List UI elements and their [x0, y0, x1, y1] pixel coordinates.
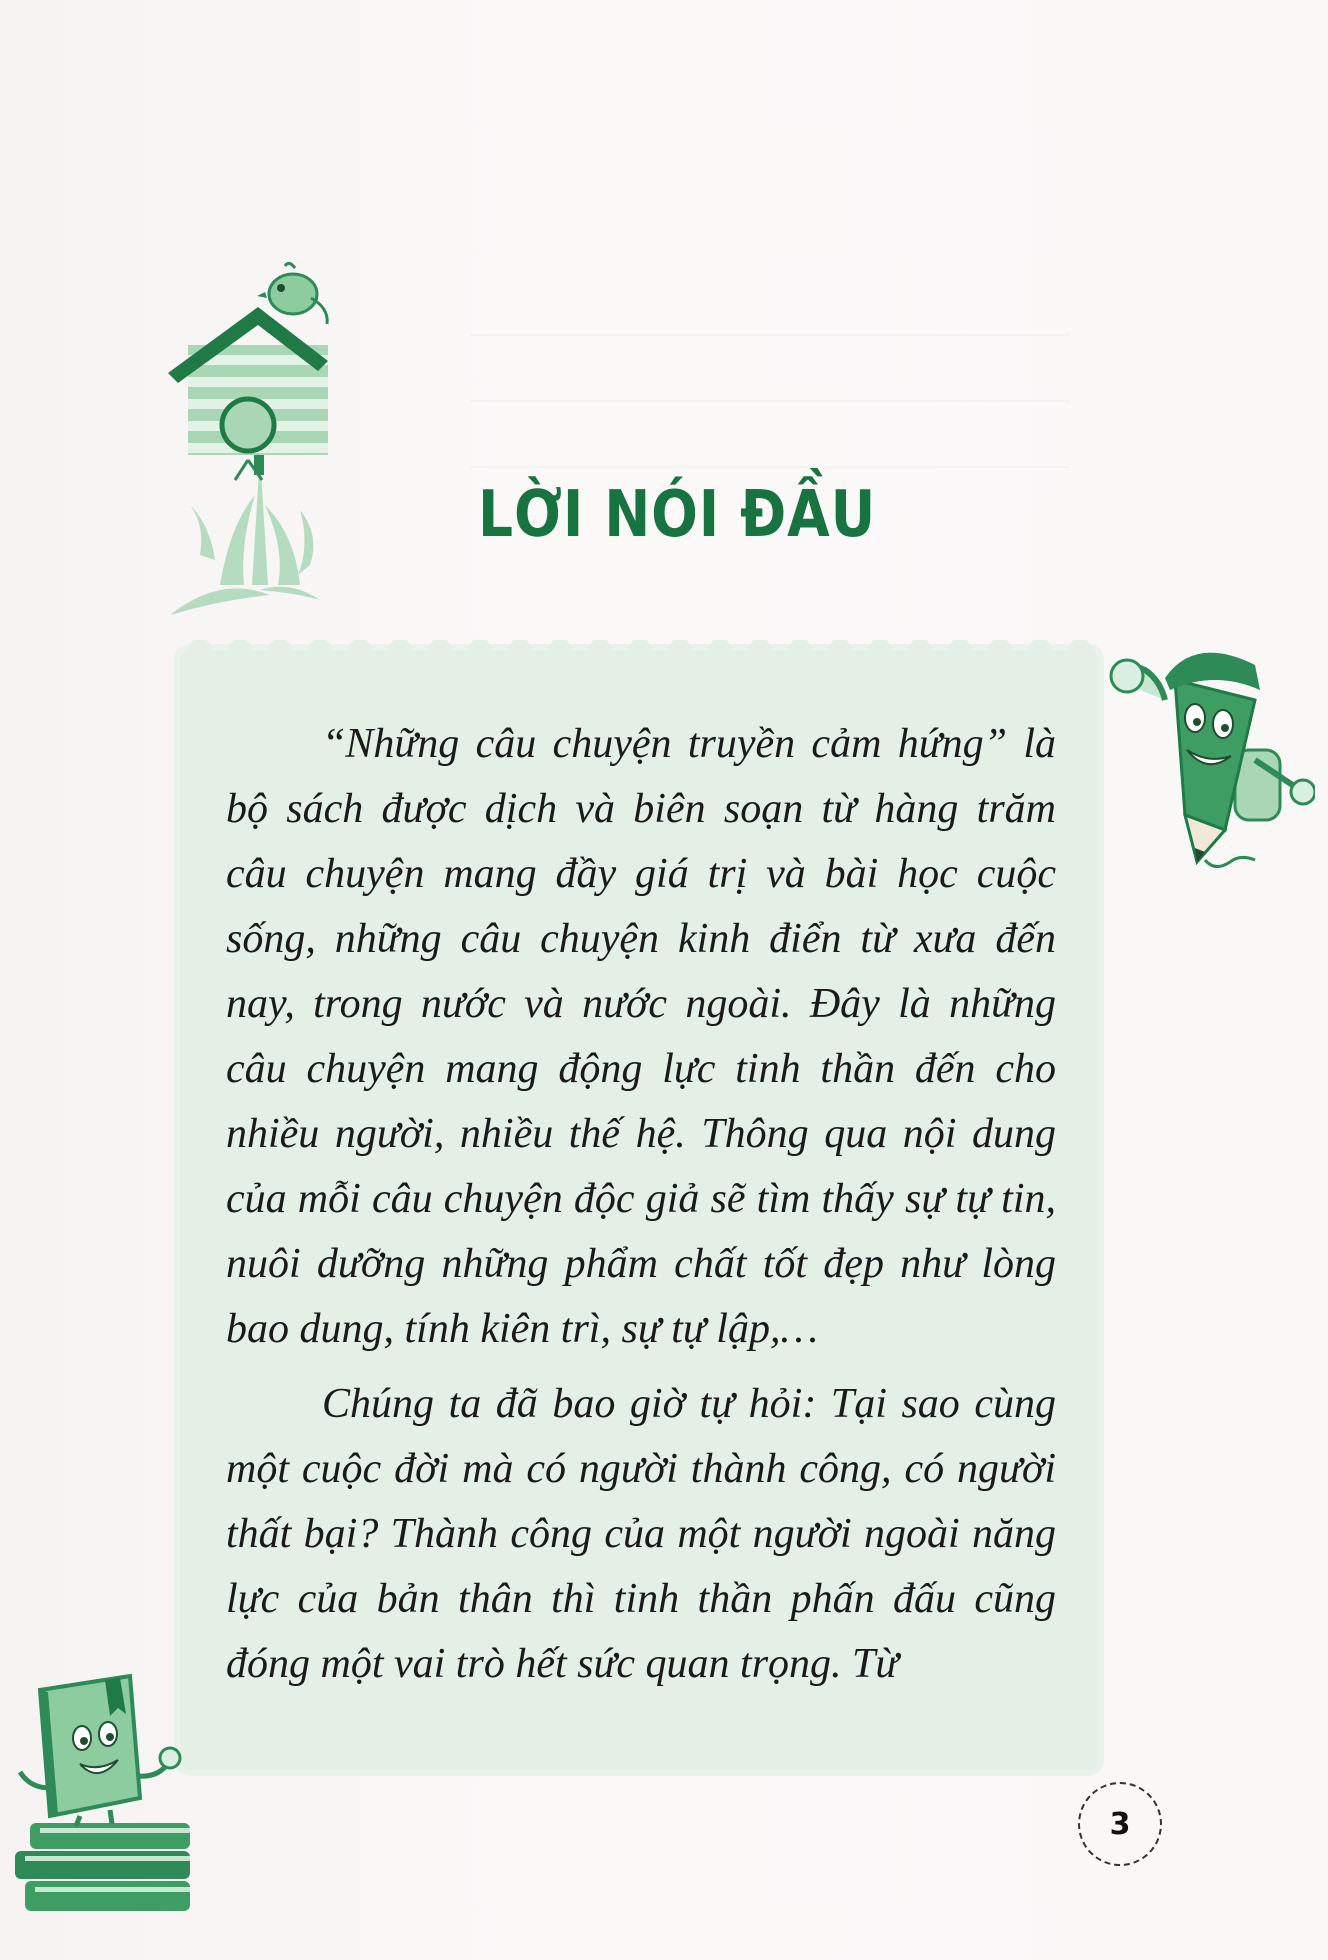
bird-icon	[255, 258, 335, 330]
paragraph: “Những câu chuyện truyền cảm hứng” là bộ sách được dịch và biên soạn từ hàng trăm câu chuyện mang đầy giá trị và bài học cuộc sống, những câu chuyện kinh điển từ xưa đến nay, trong nước và nước ngoài. Đây là những câu chuyện mang động lực tinh thần đến cho nhiều người, nhiều thế hệ. Thông qua nội dung của mỗi câu chuyện độc giả sẽ tìm thấy sự tự tin, nuôi dưỡng những phẩm chất tốt đẹp như lòng bao dung, tính kiên trì, sự tự lập,…	[226, 721, 1056, 1352]
page-title: LỜI NÓI ĐẦU	[478, 478, 877, 552]
paragraph: Chúng ta đã bao giờ tự hỏi: Tại sao cùng một cuộc đời mà có người thành công, có người thất bại? Thành công của một người ngoài năng lực của bản thân thì tinh thần phấn đấu cũng đóng một vai trò hết sức quan trọng. Từ	[226, 1381, 1056, 1687]
grass-icon	[170, 455, 320, 615]
body-text	[226, 712, 1056, 1707]
page-number: 3	[1078, 1782, 1162, 1866]
book-stack-icon	[10, 1668, 190, 1918]
pencil-character-icon	[1105, 640, 1315, 880]
book-character-icon	[20, 1676, 180, 1826]
